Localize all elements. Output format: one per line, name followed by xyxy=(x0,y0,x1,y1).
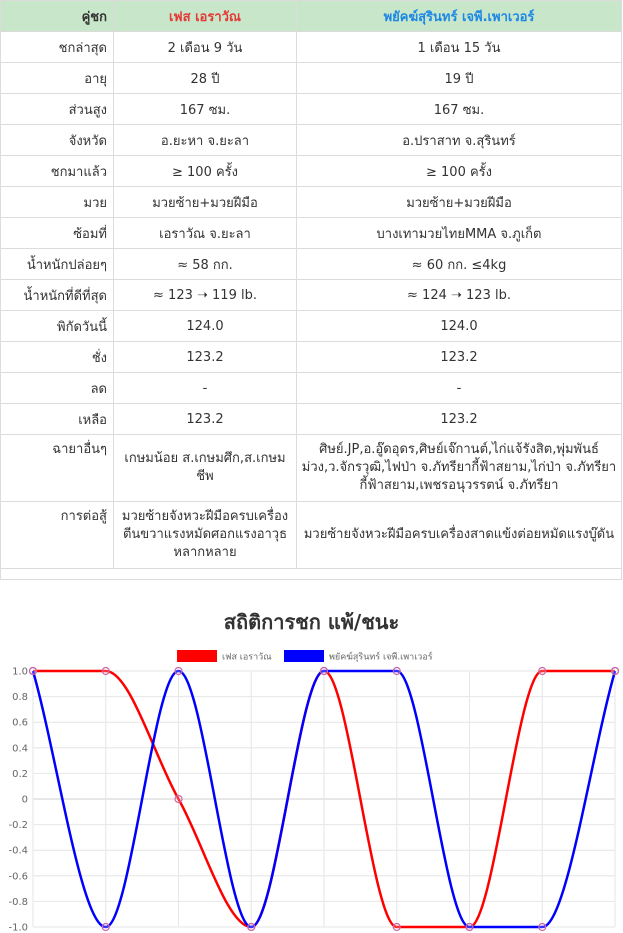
fighter2-value: ศิษย์.JP,อ.อู๊ดอุดร,ศิษย์เจ๊กานต์,ไก่แจ้รังสิต,พุ่มพันธ์ม่วง,ว.จักรวุฒิ,ไฟป่า จ.ภัทรียากี้ฟ้าสยาม,ไก่ป่า จ.ภัทรียากี้ฟ้าสยาม,เพชรอนุวรรตน์ จ.ภัทรียา xyxy=(297,435,622,502)
y-tick-label: -1.0 xyxy=(8,922,28,933)
table-row xyxy=(1,187,622,218)
fighter2-value: 167 ซม. xyxy=(297,94,622,125)
fighter2-value: ≥ 100 ครั้ง xyxy=(297,156,622,187)
y-tick-label: -0.4 xyxy=(8,845,28,857)
row-label: น้ำหนักที่ดีที่สุด xyxy=(1,280,114,311)
fighter2-value: 123.2 xyxy=(297,342,622,373)
legend-label-2: พยัคฆ์สุรินทร์ เจพี.เพาเวอร์ xyxy=(329,652,433,663)
header-label: คู่ชก xyxy=(1,1,114,32)
y-tick-label: 1.0 xyxy=(12,666,28,678)
data-point xyxy=(321,668,328,675)
chart-title: สถิติการชก แพ้/ชนะ xyxy=(223,610,400,634)
fighter1-value: 28 ปี xyxy=(114,63,297,94)
data-point xyxy=(393,924,400,931)
fighter2-value: มวยซ้ายจังหวะฝีมือครบเครื่องสาดแข้งต่อยหมัดแรงบู๊ดัน xyxy=(297,502,622,569)
fighter2-value: 19 ปี xyxy=(297,63,622,94)
fighter1-value: เอราวัณ จ.ยะลา xyxy=(114,218,297,249)
data-point xyxy=(393,668,400,675)
fighter2-value: - xyxy=(297,373,622,404)
fighter1-value: อ.ยะหา จ.ยะลา xyxy=(114,125,297,156)
row-label: ลด xyxy=(1,373,114,404)
table-spacer-row xyxy=(1,569,622,580)
row-label: ชกมาแล้ว xyxy=(1,156,114,187)
data-point xyxy=(248,924,255,931)
data-point xyxy=(539,924,546,931)
legend-label-1: เฟส เอราวัณ xyxy=(222,652,272,663)
row-label: ส่วนสูง xyxy=(1,94,114,125)
fighter1-value: 124.0 xyxy=(114,311,297,342)
fighter1-value: - xyxy=(114,373,297,404)
fighter2-value: 123.2 xyxy=(297,404,622,435)
fighter1-value: เกษมน้อย ส.เกษมศึก,ส.เกษมชีพ xyxy=(114,435,297,502)
row-label: พิกัดวันนี้ xyxy=(1,311,114,342)
legend-swatch-1 xyxy=(177,650,217,662)
table-row xyxy=(1,404,622,435)
table-row xyxy=(1,435,622,502)
data-point xyxy=(102,668,109,675)
fighter1-value: 123.2 xyxy=(114,404,297,435)
fighter1-value: มวยซ้ายจังหวะฝีมือครบเครื่อง ตีนขวาแรงหมัดศอกแรงอาวุธหลากหลาย xyxy=(114,502,297,569)
data-point xyxy=(30,668,37,675)
fighter2-value: อ.ปราสาท จ.สุรินทร์ xyxy=(297,125,622,156)
row-label: ชกล่าสุด xyxy=(1,32,114,63)
table-row xyxy=(1,311,622,342)
legend-swatch-2 xyxy=(284,650,324,662)
fighter1-value: 2 เดือน 9 วัน xyxy=(114,32,297,63)
data-point xyxy=(539,668,546,675)
fighter2-value: ≈ 124 ➝ 123 lb. xyxy=(297,280,622,311)
fighter1-value: 123.2 xyxy=(114,342,297,373)
table-row xyxy=(1,502,622,569)
header-fighter1[interactable]: เฟส เอราวัณ xyxy=(114,1,297,32)
data-point xyxy=(612,668,619,675)
fighter1-value: ≥ 100 ครั้ง xyxy=(114,156,297,187)
fighter2-value: ≈ 60 กก. ≤4kg xyxy=(297,249,622,280)
row-label: น้ำหนักปล่อยๆ xyxy=(1,249,114,280)
table-row xyxy=(1,32,622,63)
fighter1-value: 167 ซม. xyxy=(114,94,297,125)
fighter1-value: ≈ 123 ➝ 119 lb. xyxy=(114,280,297,311)
table-row xyxy=(1,218,622,249)
fighter2-value: มวยซ้าย+มวยฝีมือ xyxy=(297,187,622,218)
fighter2-value: 1 เดือน 15 วัน xyxy=(297,32,622,63)
y-tick-label: 0.4 xyxy=(12,743,28,755)
y-tick-label: 0.6 xyxy=(12,717,28,729)
row-label: จังหวัด xyxy=(1,125,114,156)
row-label: ชั่ง xyxy=(1,342,114,373)
table-row xyxy=(1,342,622,373)
table-row xyxy=(1,94,622,125)
fighter1-value: มวยซ้าย+มวยฝีมือ xyxy=(114,187,297,218)
win-loss-chart xyxy=(0,640,623,933)
fighter1-value: ≈ 58 กก. xyxy=(114,249,297,280)
table-body xyxy=(1,32,622,580)
data-point xyxy=(466,924,473,931)
y-tick-label: -0.2 xyxy=(8,820,28,832)
table-spacer-cell xyxy=(1,569,622,580)
row-label: อายุ xyxy=(1,63,114,94)
fighter2-value: บางเทามวยไทยMMA จ.ภูเก็ต xyxy=(297,218,622,249)
y-tick-label: 0.2 xyxy=(12,768,28,780)
data-point xyxy=(175,668,182,675)
table-row xyxy=(1,156,622,187)
header-fighter2[interactable]: พยัคฆ์สุรินทร์ เจพี.เพาเวอร์ xyxy=(297,1,622,32)
table-row xyxy=(1,280,622,311)
table-row xyxy=(1,125,622,156)
table-row xyxy=(1,249,622,280)
y-tick-label: 0 xyxy=(21,794,28,806)
table-row xyxy=(1,373,622,404)
y-tick-label: -0.8 xyxy=(8,896,28,908)
table-row xyxy=(1,63,622,94)
y-tick-label: 0.8 xyxy=(12,692,28,704)
data-point xyxy=(102,924,109,931)
table-header-row xyxy=(1,1,622,32)
row-label: ฉายาอื่นๆ xyxy=(1,435,114,502)
y-tick-label: -0.6 xyxy=(8,871,28,883)
row-label: มวย xyxy=(1,187,114,218)
fighter2-value: 124.0 xyxy=(297,311,622,342)
row-label: ซ้อมที่ xyxy=(1,218,114,249)
row-label: การต่อสู้ xyxy=(1,502,114,569)
data-point xyxy=(175,796,182,803)
row-label: เหลือ xyxy=(1,404,114,435)
